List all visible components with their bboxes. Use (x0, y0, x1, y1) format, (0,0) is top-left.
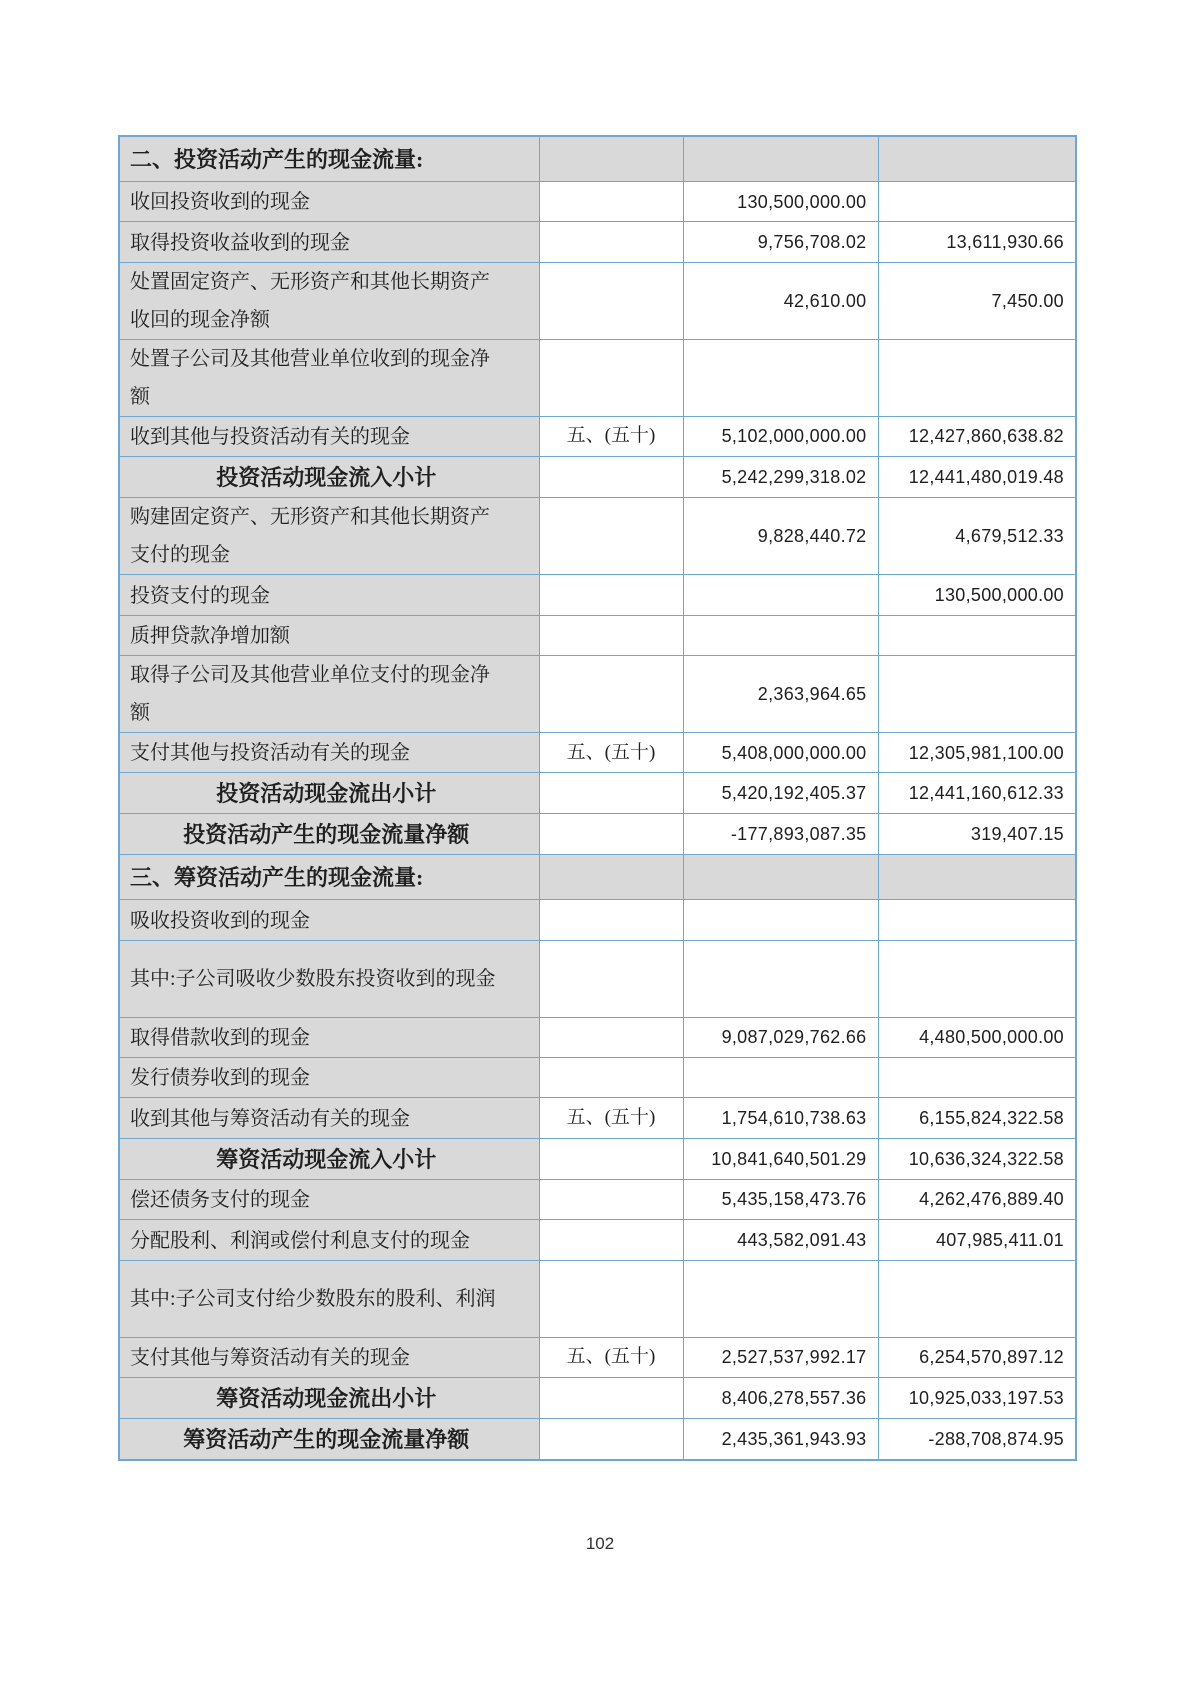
row-label-cell (119, 1418, 539, 1459)
amount-prior-period: 4,480,500,000.00 (919, 1027, 1064, 1048)
table-row (119, 222, 1076, 262)
amount-current-period-cell (683, 1179, 878, 1219)
amount-current-period-cell (683, 1378, 878, 1419)
note-reference-cell (539, 575, 683, 615)
amount-prior-period-cell (878, 222, 1076, 262)
amount-prior-period-cell (878, 1220, 1076, 1260)
row-label: 投资支付的现金 (130, 584, 270, 607)
note-reference-cell (539, 855, 683, 900)
amount-prior-period: -288,708,874.95 (928, 1428, 1064, 1449)
row-label: 其中:子公司吸收少数股东投资收到的现金 (130, 968, 496, 991)
note-reference-cell (539, 940, 683, 1017)
page-number: 102 (585, 1534, 615, 1553)
row-label-cell (119, 655, 539, 732)
note-reference-cell (539, 1138, 683, 1179)
table-row (119, 575, 1076, 615)
row-label: 支付其他与筹资活动有关的现金 (130, 1347, 410, 1369)
table-row (119, 855, 1076, 900)
amount-current-period-cell (683, 855, 878, 900)
note-reference-cell (539, 1337, 683, 1377)
row-label: 质押贷款净增加额 (130, 624, 290, 647)
row-label-cell (119, 1098, 539, 1138)
note-reference-cell (539, 416, 683, 456)
table-row (119, 1260, 1076, 1337)
note-reference-cell (539, 814, 683, 855)
amount-current-period-cell (683, 222, 878, 262)
amount-prior-period: 10,925,033,197.53 (908, 1387, 1064, 1408)
row-label: 二、投资活动产生的现金流量: (130, 146, 424, 172)
amount-current-period-cell (683, 1260, 878, 1337)
note-reference-cell (539, 262, 683, 339)
amount-prior-period-cell (878, 1260, 1076, 1337)
row-label-cell (119, 222, 539, 262)
amount-current-period: 9,087,029,762.66 (721, 1027, 867, 1048)
row-label-cell (119, 615, 539, 655)
table-row (119, 900, 1076, 940)
cash-flow-statement-table (118, 135, 1077, 1461)
note-reference: 五、(五十) (566, 1107, 656, 1129)
amount-prior-period-cell (878, 498, 1076, 575)
amount-current-period: 8,406,278,557.36 (721, 1387, 867, 1408)
note-reference: 五、(五十) (566, 425, 656, 447)
amount-prior-period-cell (878, 416, 1076, 456)
table-row (119, 181, 1076, 221)
amount-current-period-cell (683, 655, 878, 732)
amount-current-period-cell (683, 457, 878, 498)
amount-prior-period: 6,155,824,322.58 (919, 1108, 1064, 1129)
amount-current-period: 2,435,361,943.93 (721, 1428, 867, 1449)
table-row (119, 940, 1076, 1017)
amount-prior-period-cell (878, 655, 1076, 732)
amount-current-period: 5,408,000,000.00 (721, 742, 867, 763)
note-reference-cell (539, 1179, 683, 1219)
amount-current-period: 5,102,000,000.00 (721, 426, 867, 447)
table-row (119, 1337, 1076, 1377)
row-label-cell (119, 136, 539, 181)
row-label: 偿还债务支付的现金 (130, 1189, 310, 1212)
amount-current-period: 5,435,158,473.76 (721, 1189, 867, 1210)
note-reference-cell (539, 1098, 683, 1138)
amount-current-period-cell (683, 1418, 878, 1459)
row-label: 支付其他与投资活动有关的现金 (130, 742, 410, 765)
amount-current-period-cell (683, 339, 878, 416)
amount-prior-period: 6,254,570,897.12 (919, 1347, 1064, 1368)
amount-prior-period-cell (878, 1058, 1076, 1098)
amount-current-period: 2,527,537,992.17 (721, 1347, 867, 1368)
row-label: 筹资活动产生的现金流量净额 (183, 1426, 470, 1452)
note-reference-cell (539, 773, 683, 814)
amount-prior-period: 4,262,476,889.40 (919, 1189, 1064, 1210)
amount-prior-period-cell (878, 339, 1076, 416)
row-label-cell (119, 181, 539, 221)
note-reference-cell (539, 615, 683, 655)
note-reference-cell (539, 222, 683, 262)
table-row (119, 1179, 1076, 1219)
row-label-cell (119, 773, 539, 814)
amount-current-period-cell (683, 1138, 878, 1179)
row-label: 投资活动现金流出小计 (216, 781, 437, 807)
row-label: 吸收投资收到的现金 (130, 909, 310, 932)
amount-prior-period-cell (878, 181, 1076, 221)
note-reference: 五、(五十) (566, 1346, 656, 1368)
row-label: 三、筹资活动产生的现金流量: (130, 865, 424, 891)
note-reference-cell (539, 1017, 683, 1057)
amount-current-period-cell (683, 1220, 878, 1260)
amount-current-period-cell (683, 773, 878, 814)
amount-prior-period-cell (878, 1418, 1076, 1459)
amount-current-period-cell (683, 1098, 878, 1138)
table-row (119, 655, 1076, 732)
row-label: 处置子公司及其他营业单位收到的现金净额 (130, 347, 490, 408)
row-label-cell (119, 262, 539, 339)
row-label-cell (119, 1179, 539, 1219)
row-label: 其中:子公司支付给少数股东的股利、利润 (130, 1288, 496, 1311)
note-reference-cell (539, 498, 683, 575)
table-row (119, 1220, 1076, 1260)
table-row (119, 814, 1076, 855)
amount-prior-period: 10,636,324,322.58 (908, 1148, 1064, 1169)
amount-prior-period-cell (878, 732, 1076, 772)
row-label-cell (119, 339, 539, 416)
amount-prior-period: 7,450.00 (991, 290, 1064, 311)
row-label: 取得投资收益收到的现金 (130, 231, 350, 254)
amount-prior-period: 4,679,512.33 (955, 526, 1064, 547)
table-row (119, 339, 1076, 416)
amount-current-period: 2,363,964.65 (757, 683, 867, 704)
row-label: 取得借款收到的现金 (130, 1027, 310, 1050)
table-row (119, 457, 1076, 498)
note-reference-cell (539, 1378, 683, 1419)
row-label: 收到其他与投资活动有关的现金 (130, 426, 410, 449)
amount-current-period: 5,242,299,318.02 (721, 467, 867, 488)
note-reference-cell (539, 1418, 683, 1459)
amount-prior-period: 12,441,480,019.48 (908, 467, 1064, 488)
amount-current-period: 9,828,440.72 (757, 526, 867, 547)
note-reference-cell (539, 339, 683, 416)
amount-current-period-cell (683, 1017, 878, 1057)
note-reference-cell (539, 1260, 683, 1337)
note-reference-cell (539, 457, 683, 498)
amount-current-period: 9,756,708.02 (757, 232, 867, 253)
amount-prior-period-cell (878, 615, 1076, 655)
row-label-cell (119, 498, 539, 575)
amount-current-period: 5,420,192,405.37 (721, 783, 867, 804)
amount-prior-period: 12,427,860,638.82 (908, 426, 1064, 447)
amount-current-period-cell (683, 615, 878, 655)
amount-current-period-cell (683, 940, 878, 1017)
table-row (119, 136, 1076, 181)
amount-prior-period-cell (878, 136, 1076, 181)
note-reference-cell (539, 136, 683, 181)
amount-prior-period-cell (878, 1098, 1076, 1138)
cash-flow-table-body (119, 136, 1076, 1460)
table-row (119, 1378, 1076, 1419)
row-label-cell (119, 1017, 539, 1057)
amount-prior-period-cell (878, 1378, 1076, 1419)
table-row (119, 1017, 1076, 1057)
row-label-cell (119, 1378, 539, 1419)
row-label-cell (119, 457, 539, 498)
row-label: 发行债券收到的现金 (130, 1067, 310, 1090)
row-label-cell (119, 575, 539, 615)
amount-current-period-cell (683, 732, 878, 772)
amount-prior-period: 12,305,981,100.00 (908, 742, 1064, 763)
amount-current-period: 130,500,000.00 (737, 191, 867, 212)
row-label-cell (119, 1260, 539, 1337)
note-reference: 五、(五十) (566, 741, 656, 763)
row-label-cell (119, 1138, 539, 1179)
table-row (119, 732, 1076, 772)
amount-prior-period: 13,611,930.66 (946, 232, 1064, 253)
note-reference-cell (539, 732, 683, 772)
amount-prior-period-cell (878, 457, 1076, 498)
amount-prior-period-cell (878, 1337, 1076, 1377)
amount-prior-period: 319,407.15 (970, 824, 1064, 845)
amount-current-period: 443,582,091.43 (737, 1229, 867, 1250)
amount-prior-period-cell (878, 900, 1076, 940)
row-label-cell (119, 814, 539, 855)
row-label: 筹资活动现金流出小计 (216, 1385, 437, 1411)
table-row (119, 1138, 1076, 1179)
amount-current-period-cell (683, 1058, 878, 1098)
amount-current-period-cell (683, 814, 878, 855)
table-row (119, 773, 1076, 814)
row-label-cell (119, 1058, 539, 1098)
row-label: 分配股利、利润或偿付利息支付的现金 (130, 1229, 470, 1252)
row-label: 处置固定资产、无形资产和其他长期资产收回的现金净额 (130, 270, 490, 331)
amount-prior-period: 12,441,160,612.33 (908, 783, 1064, 804)
table-row (119, 615, 1076, 655)
row-label-cell (119, 940, 539, 1017)
row-label: 筹资活动现金流入小计 (216, 1146, 437, 1172)
note-reference-cell (539, 900, 683, 940)
amount-current-period: 10,841,640,501.29 (711, 1148, 867, 1169)
amount-prior-period-cell (878, 855, 1076, 900)
row-label: 收到其他与筹资活动有关的现金 (130, 1107, 410, 1130)
amount-prior-period-cell (878, 1017, 1076, 1057)
amount-prior-period-cell (878, 575, 1076, 615)
amount-current-period-cell (683, 575, 878, 615)
note-reference-cell (539, 655, 683, 732)
table-row (119, 498, 1076, 575)
table-row (119, 262, 1076, 339)
table-row (119, 416, 1076, 456)
row-label-cell (119, 855, 539, 900)
table-row (119, 1058, 1076, 1098)
row-label-cell (119, 416, 539, 456)
row-label-cell (119, 1337, 539, 1377)
amount-current-period-cell (683, 1337, 878, 1377)
amount-prior-period-cell (878, 940, 1076, 1017)
row-label-cell (119, 900, 539, 940)
row-label: 取得子公司及其他营业单位支付的现金净额 (130, 663, 490, 724)
amount-current-period: 42,610.00 (783, 290, 867, 311)
note-reference-cell (539, 1220, 683, 1260)
amount-current-period-cell (683, 900, 878, 940)
row-label-cell (119, 1220, 539, 1260)
amount-current-period: 1,754,610,738.63 (721, 1108, 867, 1129)
row-label-cell (119, 732, 539, 772)
amount-prior-period-cell (878, 1138, 1076, 1179)
note-reference-cell (539, 181, 683, 221)
amount-current-period-cell (683, 416, 878, 456)
amount-prior-period-cell (878, 262, 1076, 339)
table-row (119, 1098, 1076, 1138)
amount-prior-period: 407,985,411.01 (936, 1229, 1064, 1250)
note-reference-cell (539, 1058, 683, 1098)
amount-current-period-cell (683, 262, 878, 339)
table-row (119, 1418, 1076, 1459)
amount-prior-period: 130,500,000.00 (934, 584, 1064, 605)
amount-prior-period-cell (878, 814, 1076, 855)
amount-current-period: -177,893,087.35 (730, 824, 867, 845)
amount-prior-period-cell (878, 773, 1076, 814)
row-label: 收回投资收到的现金 (130, 191, 310, 214)
amount-current-period-cell (683, 136, 878, 181)
amount-prior-period-cell (878, 1179, 1076, 1219)
amount-current-period-cell (683, 181, 878, 221)
row-label: 购建固定资产、无形资产和其他长期资产支付的现金 (130, 506, 490, 567)
row-label: 投资活动现金流入小计 (216, 465, 437, 491)
amount-current-period-cell (683, 498, 878, 575)
row-label: 投资活动产生的现金流量净额 (183, 822, 470, 848)
